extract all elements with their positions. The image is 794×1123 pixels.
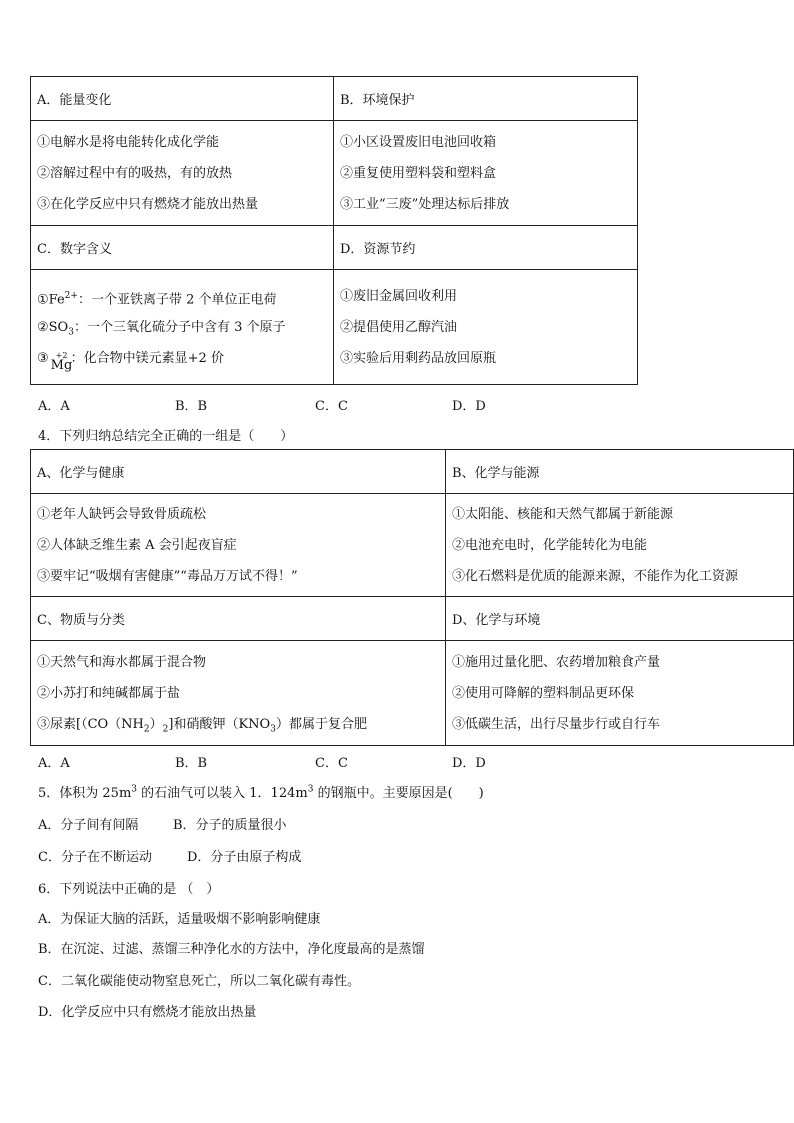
q5-stem-part-3: 的钢瓶中。主要原因是( ): [313, 786, 484, 801]
q4-cell-a-head: A、化学与健康: [31, 450, 446, 494]
q4-cell-d-head: D、化学与环境: [446, 597, 794, 641]
q4-a-item-2: ②人体缺乏维生素 A 会引起夜盲症: [37, 537, 237, 553]
q3-cell-a-body: [31, 121, 334, 226]
q4-d-item-2: ②使用可降解的塑料制品更环保: [452, 685, 635, 701]
q3-body-row-1: [31, 121, 638, 226]
q3-option-b[interactable]: B．B: [175, 399, 208, 414]
q3-c-item-2: [37, 312, 333, 343]
q4-c-item-2: ②小苏打和纯碱都属于盐: [37, 685, 181, 701]
q4-cell-b-head: B、化学与能源: [446, 450, 794, 494]
q3-body-row-2: [31, 270, 638, 385]
q3-c-item-3: [37, 343, 333, 374]
q6-option-d[interactable]: D．化学反应中只有燃烧才能放出热量: [38, 1005, 257, 1020]
q3-cell-c-head: C．数字含义: [31, 226, 334, 270]
q5-option-a[interactable]: A．分子间有间隔: [38, 818, 139, 833]
q4-table: [30, 449, 794, 746]
q4-a-item-3: ③要牢记“吸烟有害健康”“毒品万万试不得！”: [37, 568, 298, 584]
so3-meaning: ：一个三氧化硫分子中含有 3 个原子: [73, 319, 286, 335]
q4-header-row-1: [31, 450, 794, 494]
q4-cell-c-head: C、物质与分类: [31, 597, 446, 641]
q3-d-item-2: ②提倡使用乙醇汽油: [340, 319, 458, 335]
q4-c-item-3: [37, 709, 445, 740]
q4-option-c[interactable]: C．C: [315, 756, 348, 771]
q4-cell-a-body: [31, 494, 446, 597]
fertilizer-statement: ）都属于复合肥: [275, 716, 367, 732]
q5-option-d[interactable]: D．分子由原子构成: [187, 850, 302, 865]
so3-formula: ②SO: [37, 319, 69, 335]
q3-option-c[interactable]: C．C: [315, 399, 348, 414]
q3-a-item-1: ①电解水是将电能转化成化学能: [37, 134, 220, 150]
q3-cell-b-body: [334, 121, 638, 226]
q4-c-item-1: ①天然气和海水都属于混合物: [37, 654, 207, 670]
q4-cell-c-body: [31, 641, 446, 746]
q3-d-item-3: ③实验后用剩药品放回原瓶: [340, 350, 497, 366]
q3-b-item-3: ③工业“三废”处理达标后排放: [340, 196, 510, 212]
urea-formula-part-1: ③尿素[（CO（NH: [37, 716, 144, 732]
q6-option-a[interactable]: A．为保证大脑的活跃，适量吸烟不影响影响健康: [38, 912, 321, 927]
q4-option-b[interactable]: B．B: [175, 756, 208, 771]
q3-header-row-1: [31, 77, 638, 121]
q4-option-d[interactable]: D．D: [452, 756, 486, 771]
urea-subscript-1: 2: [143, 724, 150, 735]
urea-subscript-2: 2: [162, 724, 169, 735]
q5-option-b[interactable]: B．分子的质量很小: [173, 818, 287, 833]
q3-c-item-1: [37, 281, 333, 312]
q5-unit-sup-2: 3: [307, 784, 314, 795]
q3-d-item-1: ①废旧金属回收利用: [340, 288, 458, 304]
mg-symbol: Mg: [50, 357, 73, 373]
q6-option-b[interactable]: B．在沉淀、过滤、蒸馏三种净化水的方法中，净化度最高的是蒸馏: [38, 942, 425, 957]
q3-cell-d-head: D．资源节约: [334, 226, 638, 270]
q4-options: [38, 752, 538, 770]
q4-b-item-1: ①太阳能、核能和天然气都属于新能源: [452, 506, 674, 522]
q3-cell-b-head: B．环境保护: [334, 77, 638, 121]
q4-b-item-2: ②电池充电时，化学能转化为电能: [452, 537, 648, 553]
q5-unit-sup-1: 3: [131, 784, 138, 795]
fe-charge: 2+: [64, 290, 78, 301]
q3-cell-c-body: [31, 270, 334, 385]
mg-valence: +2: [55, 350, 68, 360]
mg-valence-symbol: [49, 346, 73, 373]
q6-option-c[interactable]: C．二氧化碳能使动物窒息死亡，所以二氧化碳有毒性。: [38, 974, 360, 989]
q3-b-item-1: ①小区设置废旧电池回收箱: [340, 134, 497, 150]
q3-cell-a-head: A．能量变化: [31, 77, 334, 121]
q3-table: [30, 76, 638, 385]
q6-stem: 6．下列说法中正确的是 （ ）: [38, 882, 220, 897]
q3-a-item-2: ②溶解过程中有的吸热，有的放热: [37, 165, 233, 181]
mg-item-number: ③: [37, 350, 49, 366]
fe-formula: ①Fe: [37, 291, 65, 307]
q3-b-item-2: ②重复使用塑料袋和塑料盒: [340, 165, 497, 181]
urea-formula-part-2: ）: [149, 716, 163, 732]
kno3-formula: ]和硝酸钾（KNO: [168, 716, 271, 732]
q3-cell-d-body: [334, 270, 638, 385]
fe-meaning: ：一个亚铁离子带 2 个单位正电荷: [77, 291, 277, 307]
q5-stem-part-2: 的石油气可以装入 1．124m: [137, 786, 308, 801]
q3-option-a[interactable]: A．A: [38, 399, 70, 414]
q5-stem-part-1: 5．体积为 25m: [38, 786, 132, 801]
q4-d-item-1: ①施用过量化肥、农药增加粮食产量: [452, 654, 661, 670]
q4-cell-d-body: [446, 641, 794, 746]
q3-header-row-2: [31, 226, 638, 270]
q4-body-row-2: [31, 641, 794, 746]
q4-body-row-1: [31, 494, 794, 597]
q4-cell-b-body: [446, 494, 794, 597]
q4-option-a[interactable]: A．A: [38, 756, 70, 771]
q4-header-row-2: [31, 597, 794, 641]
q4-d-item-3: ③低碳生活，出行尽量步行或自行车: [452, 716, 661, 732]
q5-stem: [38, 782, 484, 801]
q4-b-item-3: ③化石燃料是优质的能源来源，不能作为化工资源: [452, 568, 739, 584]
q3-options: [38, 395, 538, 413]
q3-a-item-3: ③在化学反应中只有燃烧才能放出热量: [37, 196, 259, 212]
kno3-subscript: 3: [270, 724, 276, 735]
q3-option-d[interactable]: D．D: [452, 399, 486, 414]
q5-option-c[interactable]: C．分子在不断运动: [38, 850, 152, 865]
q4-stem: 4．下列归纳总结完全正确的一组是（ ）: [38, 429, 294, 444]
so3-subscript: 3: [68, 327, 74, 338]
mg-meaning: ：化合物中镁元素显+2 价: [70, 350, 224, 366]
q4-a-item-1: ①老年人缺钙会导致骨质疏松: [37, 506, 207, 522]
